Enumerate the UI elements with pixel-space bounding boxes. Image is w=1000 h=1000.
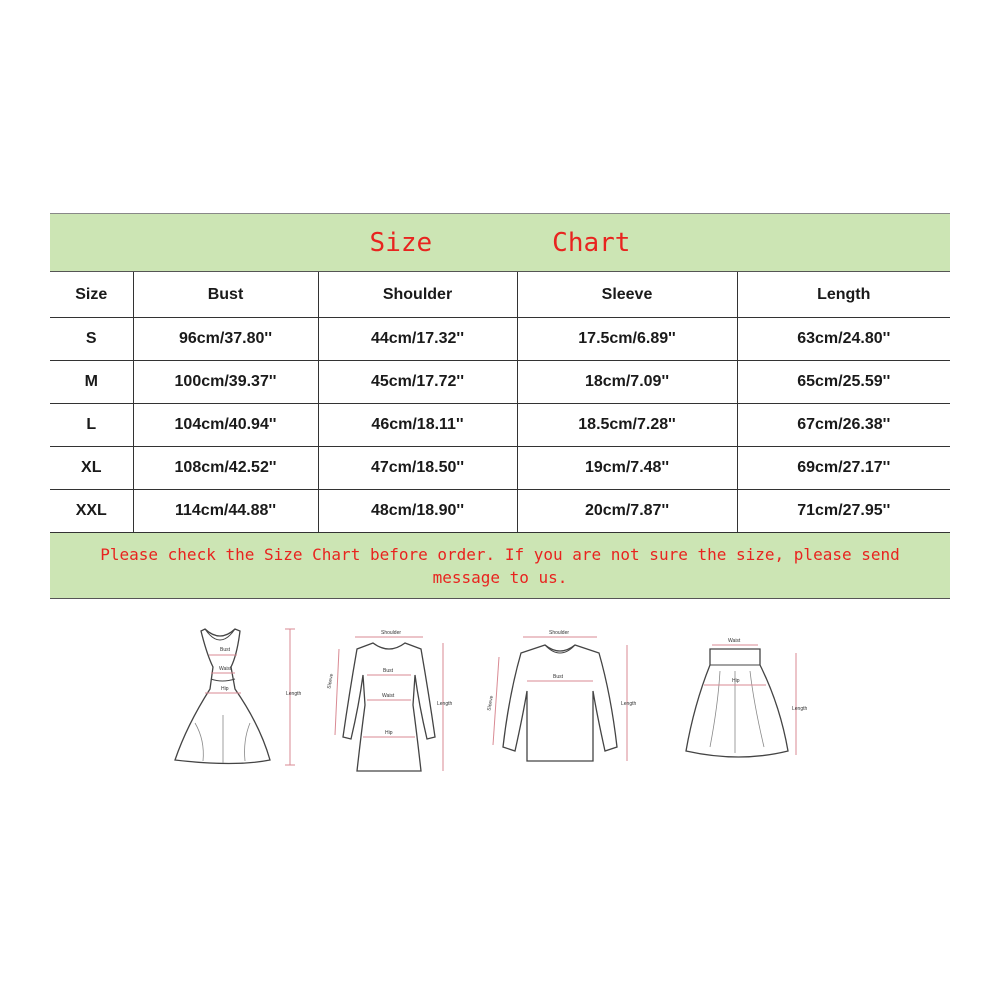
cell-length: 71cm/27.95'' [737, 490, 950, 533]
cell-sleeve: 17.5cm/6.89'' [517, 318, 737, 361]
table-header-row [50, 272, 950, 318]
cell-shoulder: 45cm/17.72'' [318, 361, 517, 404]
dress-length-label: Length [286, 691, 302, 697]
table-row [50, 447, 950, 490]
long-dress-length-label: Length [437, 701, 453, 707]
sweater-diagram [485, 615, 645, 775]
cell-shoulder: 44cm/17.32'' [318, 318, 517, 361]
title-word-size: Size [369, 227, 433, 258]
long-dress-shoulder-label: Shoulder [381, 630, 402, 636]
cell-bust: 114cm/44.88'' [133, 490, 318, 533]
dress-hip-label: Hip [221, 686, 229, 692]
dress-diagram [165, 615, 310, 775]
title-word-chart: Chart [552, 227, 631, 258]
table-row [50, 404, 950, 447]
size-chart [50, 213, 950, 599]
header-size: Size [50, 272, 133, 318]
cell-length: 63cm/24.80'' [737, 318, 950, 361]
cell-bust: 96cm/37.80'' [133, 318, 318, 361]
cell-bust: 104cm/40.94'' [133, 404, 318, 447]
size-note [50, 533, 950, 599]
size-chart-title [50, 213, 950, 272]
cell-size: M [50, 361, 133, 404]
cell-size: XL [50, 447, 133, 490]
dress-bust-label: Bust [220, 647, 231, 653]
sweater-bust-label: Bust [553, 674, 564, 680]
cell-sleeve: 19cm/7.48'' [517, 447, 737, 490]
cell-size: S [50, 318, 133, 361]
cell-bust: 100cm/39.37'' [133, 361, 318, 404]
long-dress-sleeve-label: Sleeve [326, 673, 335, 690]
cell-size: L [50, 404, 133, 447]
sweater-sleeve-label: Sleeve [486, 695, 495, 712]
table-row [50, 361, 950, 404]
skirt-length-label: Length [792, 706, 808, 712]
cell-sleeve: 18.5cm/7.28'' [517, 404, 737, 447]
long-dress-waist-label: Waist [382, 693, 395, 699]
table-row [50, 318, 950, 361]
skirt-waist-label: Waist [728, 638, 741, 644]
header-sleeve: Sleeve [517, 272, 737, 318]
header-shoulder: Shoulder [318, 272, 517, 318]
cell-shoulder: 46cm/18.11'' [318, 404, 517, 447]
note-line-1: Please check the Size Chart before order. If you are not sure the size, please send [100, 544, 900, 564]
cell-sleeve: 18cm/7.09'' [517, 361, 737, 404]
long-dress-diagram [325, 615, 455, 780]
note-line-2: message to us. [432, 567, 568, 587]
skirt-hip-label: Hip [732, 678, 740, 684]
cell-size: XXL [50, 490, 133, 533]
long-dress-hip-label: Hip [385, 730, 393, 736]
size-table [50, 272, 950, 533]
cell-bust: 108cm/42.52'' [133, 447, 318, 490]
cell-shoulder: 47cm/18.50'' [318, 447, 517, 490]
skirt-diagram [680, 615, 820, 775]
sweater-shoulder-label: Shoulder [549, 630, 570, 636]
sweater-length-label: Length [621, 701, 637, 707]
cell-length: 69cm/27.17'' [737, 447, 950, 490]
header-length: Length [737, 272, 950, 318]
cell-length: 67cm/26.38'' [737, 404, 950, 447]
long-dress-bust-label: Bust [383, 668, 394, 674]
dress-waist-label: Waist [219, 666, 232, 672]
table-row [50, 490, 950, 533]
cell-length: 65cm/25.59'' [737, 361, 950, 404]
cell-shoulder: 48cm/18.90'' [318, 490, 517, 533]
header-bust: Bust [133, 272, 318, 318]
cell-sleeve: 20cm/7.87'' [517, 490, 737, 533]
